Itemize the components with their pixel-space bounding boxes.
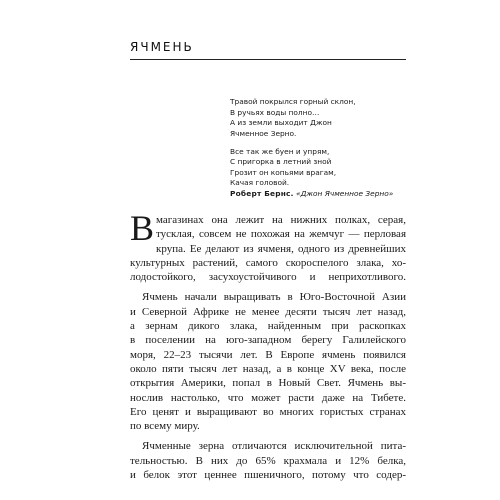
body-line: в поселении на юго-западном берегу Галилейского	[130, 334, 406, 347]
epigraph-line: А из земли выходит Джон	[230, 118, 332, 127]
body-text	[130, 208, 406, 482]
epigraph-attribution	[230, 189, 406, 200]
body-line: а зернам дикого злака, найденным при раскопках	[130, 320, 406, 333]
epigraph-stanza-2	[230, 147, 406, 200]
body-line: Ячмень начали выращивать в Юго-Восточной Азии	[142, 291, 406, 304]
body-line: магазинах она лежит на нижних полках, серая,	[156, 214, 406, 226]
title-rule	[130, 59, 406, 60]
paragraph-1	[130, 208, 406, 284]
paragraph-2	[130, 290, 406, 433]
body-line: около пяти тысяч лет назад, а в конце XV века, после	[130, 362, 406, 375]
epigraph-line: Травой покрылся горный склон,	[230, 97, 356, 106]
epigraph-author: Роберт Бернс.	[230, 188, 294, 198]
epigraph-line: Ячменное Зерно.	[230, 128, 297, 138]
epigraph-line: В ручьях воды полно…	[230, 107, 320, 117]
body-line: и Северной Африке не менее десяти тысяч лет назад,	[130, 305, 406, 318]
epigraph-line: Все так же буен и упрям,	[230, 146, 330, 156]
body-line: Ячменные зерна отличаются исключительной пита-	[142, 440, 406, 453]
body-line: Его ценят и выращивают во многих гористых странах	[130, 405, 406, 418]
body-line: лодостойкого, засухоустойчивого и неприхотливого.	[130, 271, 406, 284]
drop-cap: В	[130, 208, 155, 248]
body-line: тельностью. В них до 65% крахмала и 12% белка,	[130, 454, 406, 467]
body-line: крупа. Ее делают из ячменя, одного из древнейших	[156, 242, 406, 255]
chapter-title: ЯЧМЕНЬ	[130, 40, 194, 54]
epigraph-line: Качая головой.	[230, 178, 290, 187]
epigraph	[230, 97, 406, 199]
body-line: тусклая, совсем не похожая на жемчуг — перловая	[156, 228, 406, 241]
epigraph-stanza-1	[230, 97, 406, 139]
body-line: и белок этот ценнее пшеничного, потому что содер-	[130, 469, 406, 482]
body-line: по всему миру.	[130, 420, 200, 433]
epigraph-work: «Джон Ячменное Зерно»	[296, 188, 394, 198]
paragraph-3	[130, 439, 406, 482]
epigraph-line: Грозит он копьями врагам,	[230, 167, 337, 177]
body-line: моря, 22–23 тысячи лет. В Европе ячмень появился	[130, 348, 406, 361]
epigraph-line: С пригорка в летний зной	[230, 157, 332, 166]
body-line: открытия Америки, попал в Новый Свет. Ячмень вы-	[130, 377, 406, 390]
body-line: нослив настолько, что может расти даже на Тибете.	[130, 391, 406, 404]
body-line: культурных растений, самого скороспелого злака, хо-	[130, 256, 406, 269]
